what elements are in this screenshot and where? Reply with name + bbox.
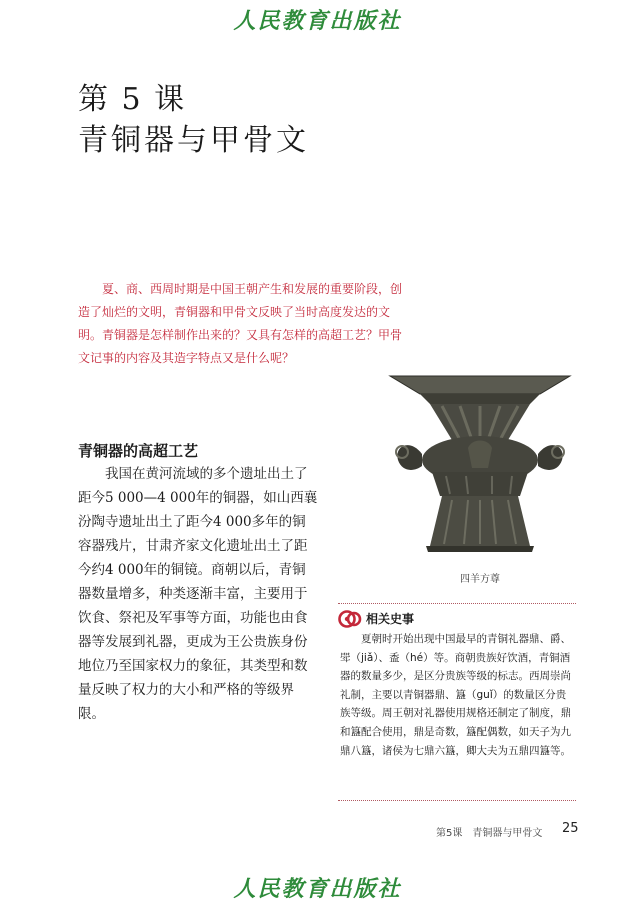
lesson-intro bbox=[78, 278, 408, 370]
section-body bbox=[78, 462, 318, 726]
publisher-footer: 人民教育出版社 bbox=[233, 876, 402, 902]
page-number: 25 bbox=[562, 821, 579, 836]
related-history-title: 相关史事 bbox=[366, 612, 415, 626]
image-caption: 四羊方尊 bbox=[460, 574, 500, 585]
related-history-paragraph: 夏朝时开始出现中国最早的青铜礼器鼎、爵、斝（jiǎ）、盉（hé）等。商朝贵族好饮酒，青铜酒器的数量多少，是区分贵族等级的标志。西周崇尚礼制，主要以青铜器鼎、簋（guǐ）的数量区分贵族等级。周王朝对礼器使用规格还制定了制度，鼎和簋配合使用，鼎是奇数，簋配偶数，如天子为九鼎八簋，诸侯为七鼎六簋，卿大夫为五鼎四簋等。 bbox=[340, 633, 571, 757]
section-paragraph: 我国在黄河流域的多个遗址出土了距今5 000—4 000年的铜器，如山西襄汾陶寺遗址出土了距今4 000多年的铜容器残片，甘肃齐家文化遗址出土了距今约4 000年的铜镜。商朝以后，青铜器数量增多，种类逐渐丰富，主要用于饮食、祭祀及军事等方面，功能也由食器等发展到礼器，更成为王公贵族身份地位乃至国家权力的象征，其类型和数量反映了权力的大小和严格的等级界限。 bbox=[78, 466, 318, 722]
intro-paragraph: 夏、商、西周时期是中国王朝产生和发展的重要阶段，创造了灿烂的文明，青铜器和甲骨文反映了当时高度发达的文明。青铜器是怎样制作出来的？又具有怎样的高超工艺？甲骨文记事的内容及其造字特点又是什么呢？ bbox=[78, 282, 403, 365]
related-history-body bbox=[340, 630, 574, 760]
lesson-number: 第 5 课 bbox=[78, 82, 187, 117]
four-ram-square-zun-image bbox=[380, 368, 580, 558]
related-history-box bbox=[338, 603, 576, 801]
publisher-header: 人民教育出版社 bbox=[233, 8, 402, 34]
section-heading: 青铜器的高超工艺 bbox=[78, 442, 199, 460]
lesson-title: 青铜器与甲骨文 bbox=[78, 123, 309, 158]
running-footer: 第5课 青铜器与甲骨文 bbox=[436, 828, 543, 839]
related-history-icon bbox=[338, 607, 362, 631]
